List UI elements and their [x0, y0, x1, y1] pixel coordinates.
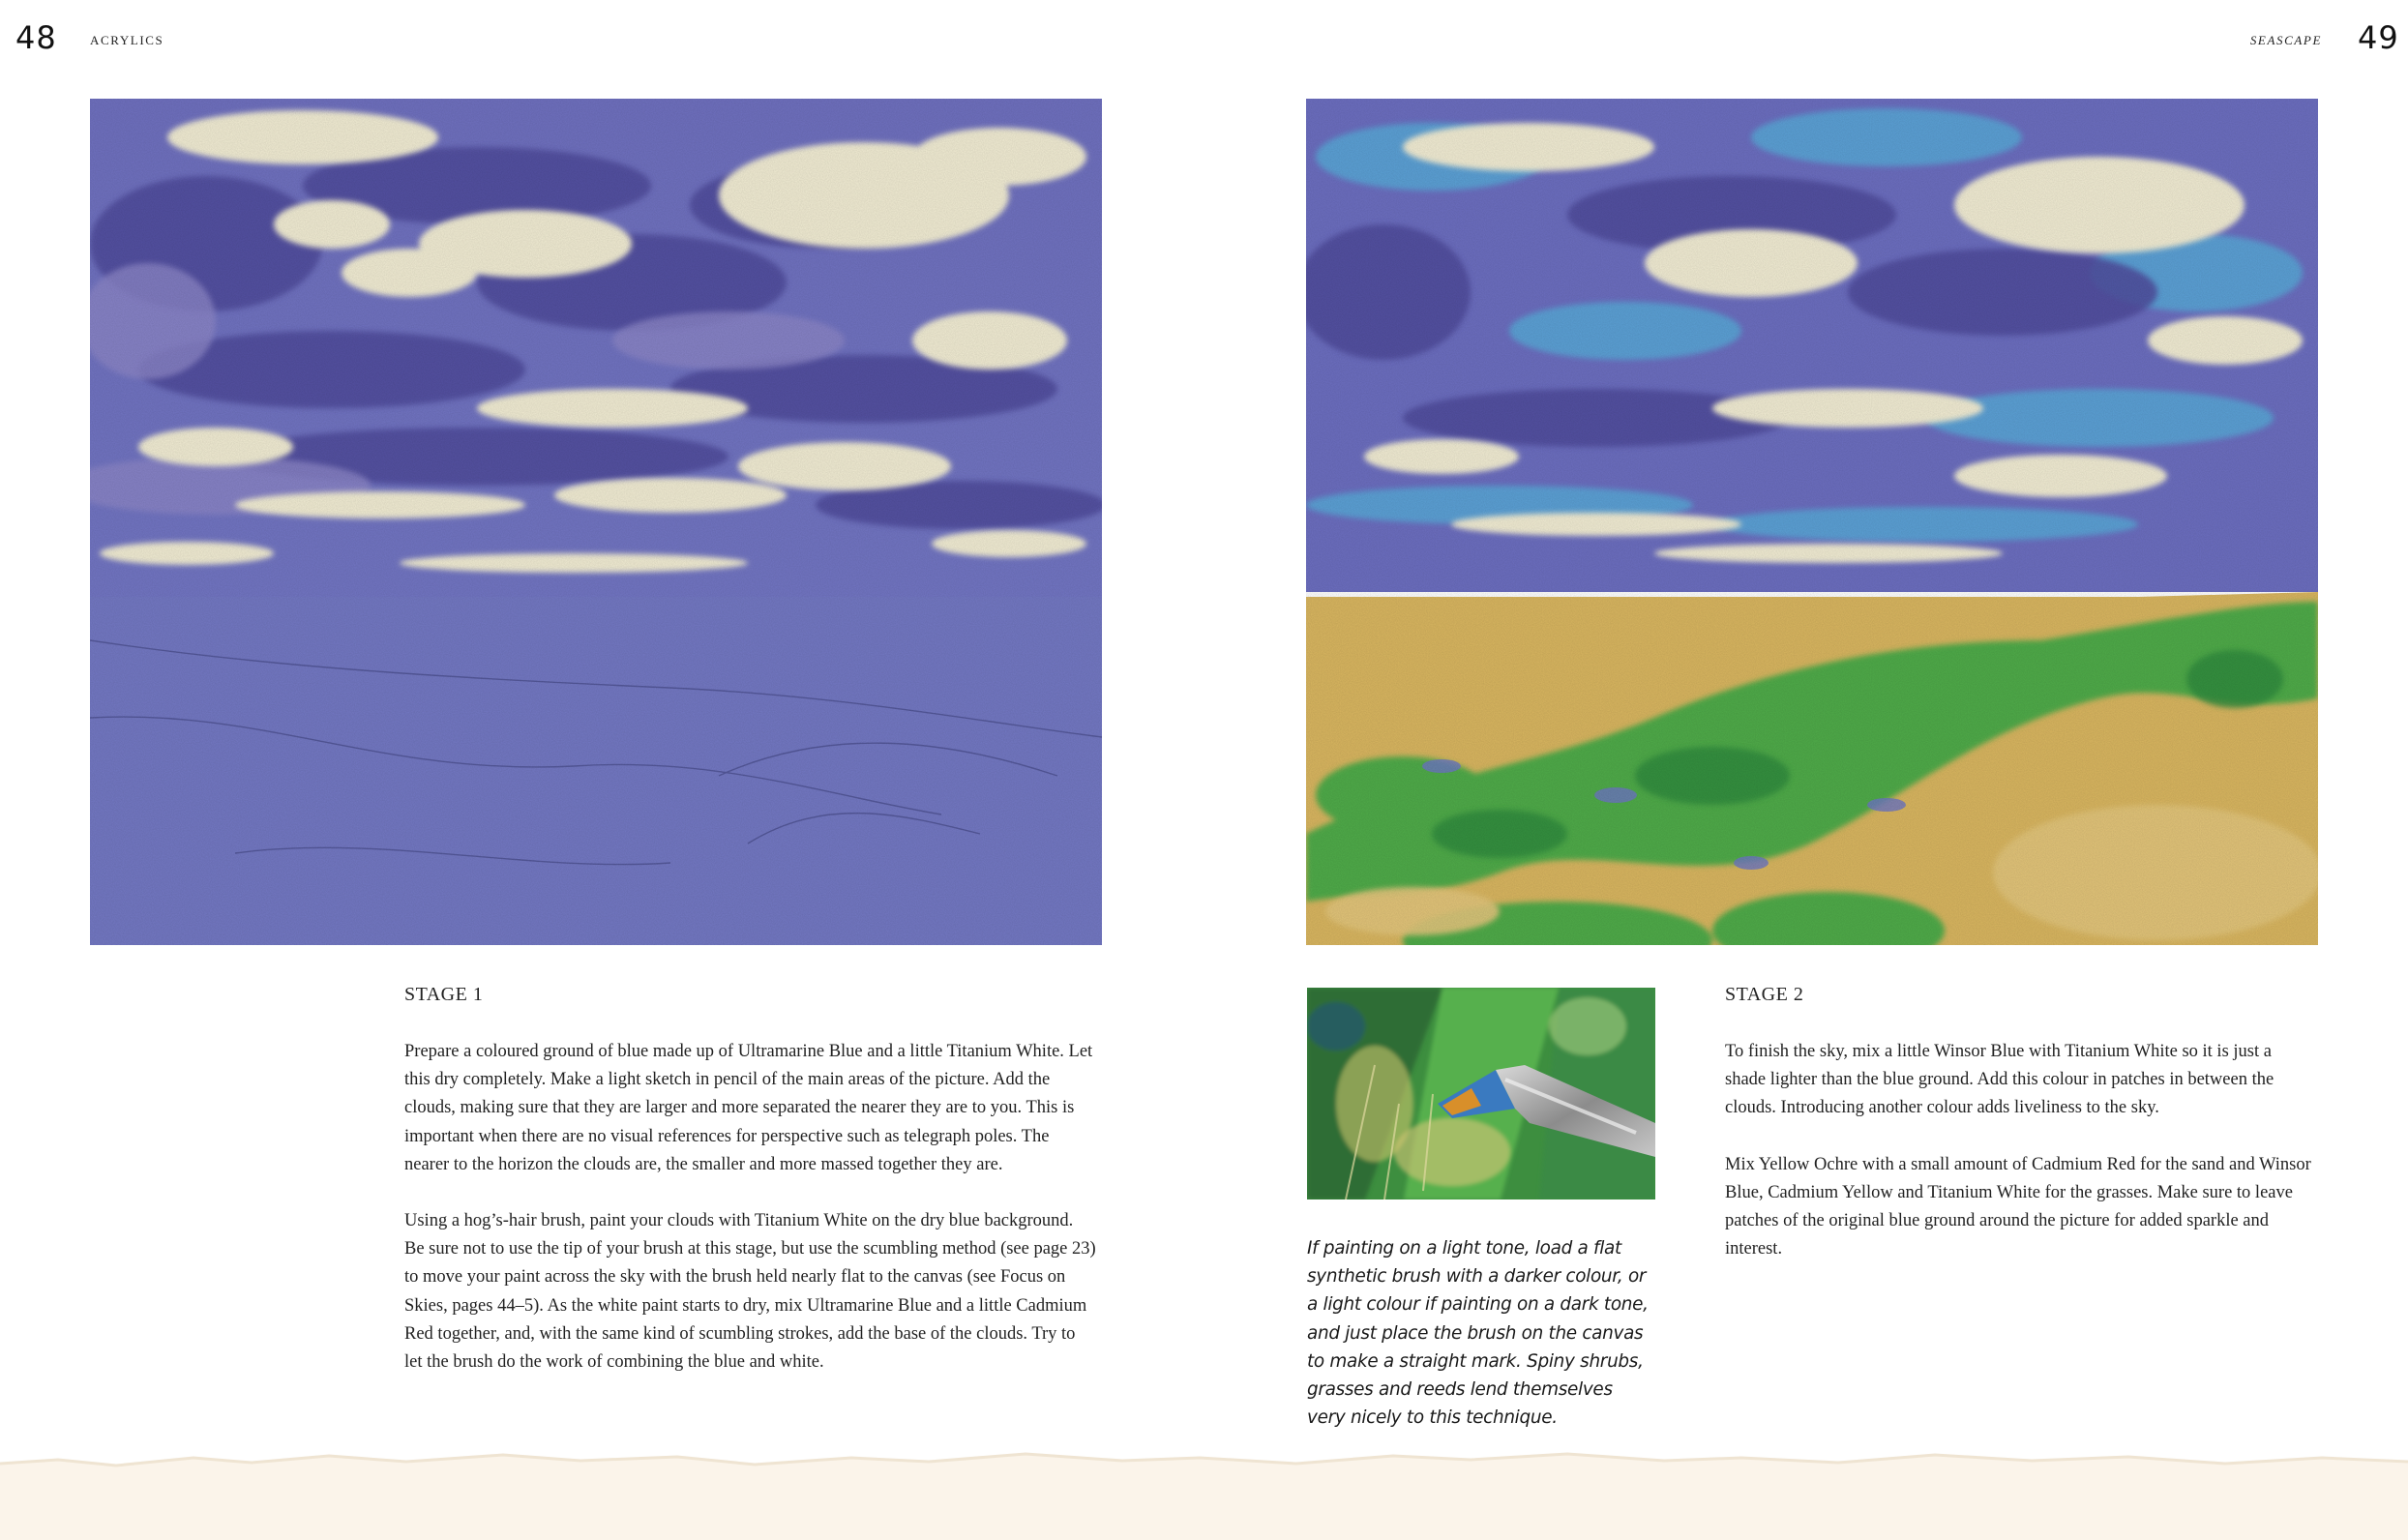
right-page-number: 49	[2358, 19, 2399, 56]
torn-paper-edge	[0, 1446, 2408, 1540]
right-running-head: SEASCAPE	[2249, 33, 2322, 47]
stage2-painting	[1306, 99, 2318, 945]
stage2-paragraph: To finish the sky, mix a little Winsor Blue with Titanium White so it is just a shade lighter than the blue ground. Add this colour in patches in between the clouds. Introducing another colour adds liveliness to the sky.	[1725, 1042, 2274, 1118]
stage1-body	[404, 1038, 1096, 1405]
left-running-head: ACRYLICS	[90, 33, 164, 47]
stage1-paragraph: Prepare a coloured ground of blue made up of Ultramarine Blue and a little Titanium White. Let this dry completely. Make a light sketch in pencil of the main areas of the picture. Add the clouds, making sure that they are larger and more separated the nearer they are to you. This is important when there are no visual references for perspective such as telegraph poles. The nearer to the horizon the clouds are, the smaller and more massed together they are.	[404, 1042, 1093, 1174]
left-page-number: 48	[15, 19, 57, 56]
brush-detail-photo	[1307, 988, 1655, 1199]
stage1-paragraph: Using a hog’s-hair brush, paint your clouds with Titanium White on the dry blue background. Be sure not to use the tip of your brush at this stage, but use the scumbling method (see page 23) to move your paint across the sky with the brush held nearly flat to the canvas (see Focus on Skies, pages 44–5). As the white paint starts to dry, mix Ultramarine Blue and a little Cadmium Red together, and, with the same kind of scumbling strokes, add the base of the clouds. Try to let the brush do the work of combining the blue and white.	[404, 1211, 1096, 1373]
stage2-paragraph: Mix Yellow Ochre with a small amount of Cadmium Red for the sand and Winsor Blue, Cadmium Yellow and Titanium White for the grasses. Make sure to leave patches of the original blue ground around the picture for added sparkle and interest.	[1725, 1154, 2311, 1259]
stage1-title: STAGE 1	[404, 984, 484, 1005]
stage2-title: STAGE 2	[1725, 984, 1804, 1005]
photo-caption: If painting on a light tone, load a flat synthetic brush with a darker colour, or a light colour if painting on a dark tone, and just place the brush on the canvas to make a straight mark. Spiny shrubs, grasses and reeds lend themselves very nicely to this technique.	[1307, 1238, 1649, 1429]
stage2-body	[1725, 1038, 2315, 1291]
stage1-painting	[90, 99, 1102, 945]
